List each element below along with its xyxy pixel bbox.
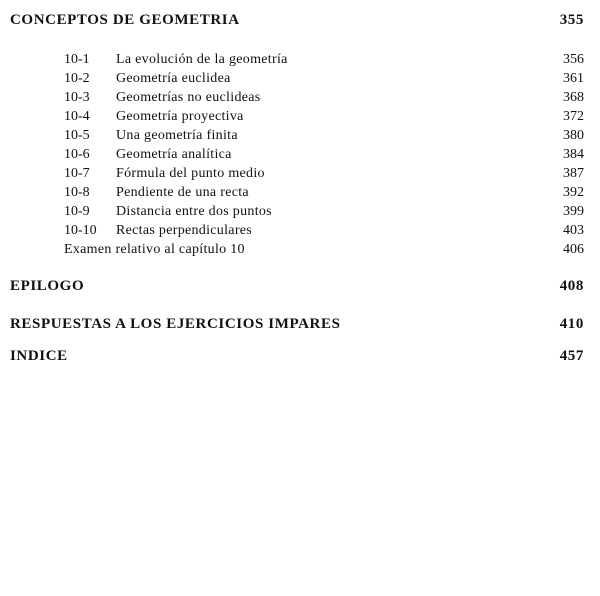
section-title: INDICE — [10, 348, 68, 364]
section-title: RESPUESTAS A LOS EJERCICIOS IMPARES — [10, 316, 341, 332]
section-heading-respuestas — [10, 316, 584, 338]
entry-page: 403 — [563, 223, 584, 238]
section-page: 410 — [559, 316, 584, 332]
entry-number: 10-8 — [64, 185, 90, 200]
toc-entry — [0, 128, 600, 147]
section-page: 408 — [559, 278, 584, 294]
entry-number: 10-1 — [64, 52, 90, 67]
entry-number: 10-6 — [64, 147, 90, 162]
entry-page: 372 — [563, 109, 584, 124]
section-heading-epilogo — [10, 278, 584, 300]
entry-title: Pendiente de una recta — [116, 185, 249, 200]
entry-page: 387 — [563, 166, 584, 181]
entry-page: 356 — [563, 52, 584, 67]
section-title: EPILOGO — [10, 278, 85, 294]
entry-page: 406 — [563, 242, 584, 257]
chapter-title: CONCEPTOS DE GEOMETRIA — [10, 12, 240, 28]
entry-title: Geometría euclidea — [116, 71, 231, 86]
toc-entry — [0, 109, 600, 128]
entry-page: 399 — [563, 204, 584, 219]
toc-entry — [0, 204, 600, 223]
entry-title: Una geometría finita — [116, 128, 238, 143]
entry-title: La evolución de la geometría — [116, 52, 288, 67]
section-page: 457 — [559, 348, 584, 364]
entry-page: 361 — [563, 71, 584, 86]
entry-number: 10-7 — [64, 166, 90, 181]
entry-page: 380 — [563, 128, 584, 143]
toc-entry — [0, 52, 600, 71]
section-heading-indice — [10, 348, 584, 370]
entry-page: 368 — [563, 90, 584, 105]
entry-title: Geometrías no euclideas — [116, 90, 261, 105]
entry-page: 384 — [563, 147, 584, 162]
entry-title: Distancia entre dos puntos — [116, 204, 272, 219]
toc-entry — [0, 185, 600, 204]
entry-number: 10-3 — [64, 90, 90, 105]
toc-entry — [0, 147, 600, 166]
chapter-heading — [10, 12, 584, 34]
entry-number: 10-9 — [64, 204, 90, 219]
toc-entry — [0, 71, 600, 90]
toc-entry — [0, 223, 600, 242]
toc-entry-exam — [0, 242, 600, 261]
entry-title: Geometría analítica — [116, 147, 232, 162]
entry-title: Rectas perpendiculares — [116, 223, 253, 238]
entry-title: Geometría proyectiva — [116, 109, 244, 124]
toc-entry — [0, 90, 600, 109]
entry-number: 10-10 — [64, 223, 97, 238]
entry-title: Fórmula del punto medio — [116, 166, 265, 181]
entry-number: 10-4 — [64, 109, 90, 124]
chapter-page: 355 — [559, 12, 584, 28]
toc-entry — [0, 166, 600, 185]
entry-page: 392 — [563, 185, 584, 200]
entry-number: 10-2 — [64, 71, 90, 86]
entry-title: Examen relativo al capítulo 10 — [64, 242, 245, 257]
entry-number: 10-5 — [64, 128, 90, 143]
